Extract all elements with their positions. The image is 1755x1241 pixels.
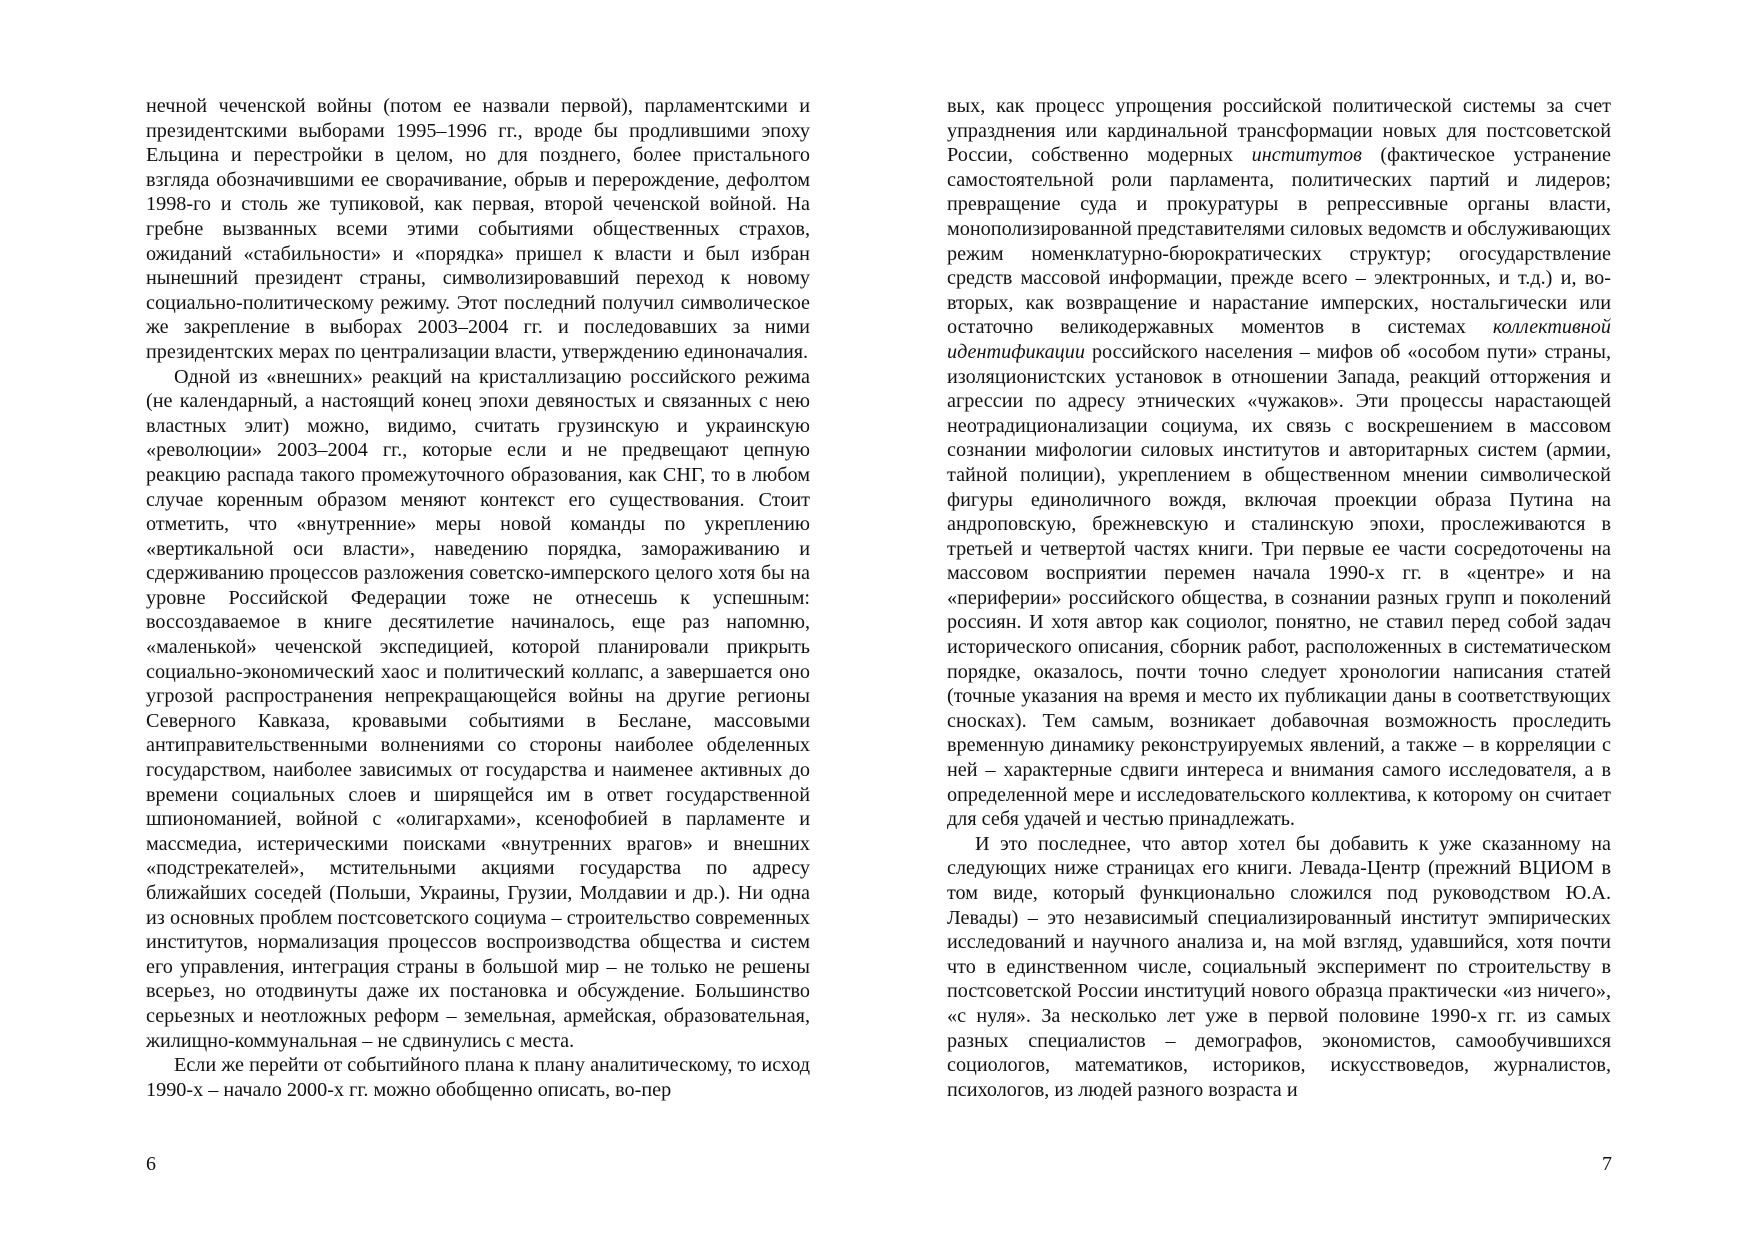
right-page-text <box>947 94 1611 1102</box>
left-page-number: 6 <box>146 1153 156 1175</box>
paragraph <box>146 1053 810 1102</box>
text-run: Если же перейти от событийного плана к плану аналитическому, то исход 1990-х – начало 2000-х гг. можно обобщенно описать, во-пер <box>146 1054 810 1101</box>
text-run: Одной из «внешних» реакций на кристаллизацию российского режима (не календарный, а настоящий конец эпохи девяностых и связанных с нею властных элит) можно, видимо, считать грузинскую и украинскую «революции» 2003–2004 гг., которые если и не предвещают цепную реакцию распада такого промежуточного образования, как СНГ, то в любом случае коренным образом меняют контекст его существования. Стоит отметить, что «внутренние» меры новой команды по укреплению «вертикальной оси власти», наведению порядка, замораживанию и сдерживанию процессов разложения советско-имперского целого хотя бы на уровне Российской Федерации тоже не отнесешь к успешным: воссоздаваемое в книге десятилетие начиналось, еще раз напомню, «маленькой» чеченской экспедицией, которой планировали прикрыть социально-экономический хаос и политический коллапс, а завершается оно угрозой распространения непрекращающейся войны на другие регионы Северного Кавказа, кровавыми событиями в Беслане, массовыми антиправительственными волнениями со стороны наиболее обделенных государством, наиболее зависимых от государства и наименее активных до времени социальных слоев и ширящейся им в ответ государственной шпиономанией, войной с «олигархами», ксенофобией в парламенте и массмедиа, истерическими поисками «внутренних врагов» и внешних «подстрекателей», мстительными акциями государства по адресу ближайших соседей (Польши, Украины, Грузии, Молдавии и др.). Ни одна из основных проблем постсоветского социума – строительство современных институтов, нормализация процессов воспроизводства общества и систем его управления, интеграция страны в большой мир – не только не решены всерьез, но отодвинуты даже их постановка и обсуждение. Большинство серьезных и неотложных реформ – земельная, армейская, образовательная, жилищно-коммунальная – не сдвинулись с места. <box>146 365 810 1052</box>
paragraph <box>146 365 810 1054</box>
text-run: И это последнее, что автор хотел бы добавить к уже сказанному на следующих ниже страницах его книги. Левада-Центр (прежний ВЦИОМ в том виде, который функционально сложился под руководством Ю.А. Левады) – это независимый специализированный институт эмпирических исследований и научного анализа и, на мой взгляд, удавшийся, хотя почти что в единственном числе, социальный эксперимент по строительству в постсоветской России институций нового образца практически «из ничего», «с нуля». За несколько лет уже в первой половине 1990-х гг. из самых разных специалистов – демографов, экономистов, самообучившихся социологов, математиков, историков, искусствоведов, журналистов, психологов, из людей разного возраста и <box>947 832 1611 1101</box>
right-page-number: 7 <box>1602 1153 1612 1175</box>
right-page <box>947 94 1611 1184</box>
text-run: нечной чеченской войны (потом ее назвали первой), парламентскими и президентскими выборами 1995–1996 гг., вроде бы продлившими эпоху Ельцина и перестройки в целом, но для позднего, более пристального взгляда обозначившими ее сворачивание, обрыв и перерождение, дефолтом 1998-го и столь же тупиковой, как первая, второй чеченской войной. На гребне вызванных всеми этими событиями общественных страхов, ожиданий «стабильности» и «порядка» пришел к власти и был избран нынешний президент страны, символизировавший переход к новому социально-политическому режиму. Этот последний получил символическое же закрепление в выборах 2003–2004 гг. и последовавших за ними президентских мерах по централизации власти, утверждению единоначалия. <box>146 95 810 363</box>
left-page <box>146 94 810 1184</box>
text-run: российского населения – мифов об «особом пути» страны, изоляционистских установок в отношении Запада, реакций отторжения и агрессии по адресу этнических «чужаков». Эти процессы нарастающей неотрадиционализации социума, их связь с воскрешением в массовом сознании мифологии силовых институтов и авторитарных систем (армии, тайной полиции), укреплением в общественном мнении символической фигуры единоличного вождя, включая проекции образа Путина на андроповскую, брежневскую и сталинскую эпохи, прослеживаются в третьей и четвертой частях книги. Три первые ее части сосредоточены на массовом восприятии перемен начала 1990-х гг. в «центре» и на «периферии» российского общества, в сознании разных групп и поколений россиян. И хотя автор как социолог, понятно, не ставил перед собой задач исторического описания, сборник работ, расположенных в систематическом порядке, оказалось, почти точно следует хронологии написания статей (точные указания на время и место их публикации даны в соответствующих сносках). Тем самым, возникает добавочная возможность проследить временную динамику реконструируемых явлений, а также – в корреляции с ней – характерные сдвиги интереса и внимания самого исследователя, а в определенной мере и исследовательского коллектива, к которому он считает для себя удачей и честью принадлежать. <box>947 340 1611 831</box>
paragraph <box>947 832 1611 1103</box>
text-run: вых, как процесс упрощения российской политической системы за счет упразднения или кардинальной трансформации новых для постсоветской России, собственно модерных <box>947 95 1611 167</box>
italic-term: институтов <box>1251 144 1362 167</box>
italic-term: коллективной идентификации <box>947 316 1611 363</box>
paragraph <box>947 94 1611 832</box>
text-run: (фактическое устранение самостоятельной роли парламента, политических партий и лидеров; превращение суда и прокуратуры в репрессивные органы власти, монополизированной представителями силовых ведомств и обслуживающих режим номенклатурно-бюрократических структур; огосударствление средств массовой информации, прежде всего – электронных, и т.д.) и, во-вторых, как возвращение и нарастание имперских, ностальгически или остаточно великодержавных моментов в системах <box>947 144 1611 339</box>
paragraph <box>146 94 810 365</box>
left-page-text <box>146 94 810 1102</box>
